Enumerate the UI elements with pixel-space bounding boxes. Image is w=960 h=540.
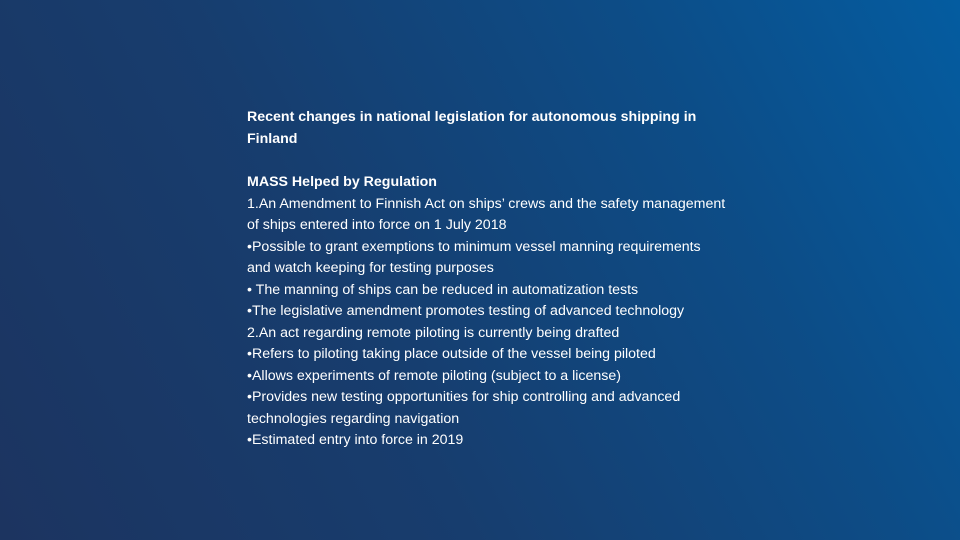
list-item: 1.An Amendment to Finnish Act on ships’ crews and the safety management of ships entered into force on 1 July 2018 <box>247 195 726 233</box>
slide-title: Recent changes in national legislation for autonomous shipping in Finland <box>247 109 697 147</box>
list-item: •Estimated entry into force in 2019 <box>247 432 464 448</box>
list-item: •Possible to grant exemptions to minimum vessel manning requirements and watch keeping for testing purposes <box>247 238 701 276</box>
list-item: •Allows experiments of remote piloting (subject to a license) <box>247 367 622 384</box>
list-item: •The legislative amendment promotes testing of advanced technology <box>247 303 685 319</box>
list-item: • The manning of ships can be reduced in automatization tests <box>247 281 639 298</box>
list-item: •Refers to piloting taking place outside of the vessel being piloted <box>247 346 656 362</box>
list-item: •Provides new testing opportunities for ship controlling and advanced technologies regarding navigation <box>247 389 681 427</box>
section-heading: MASS Helped by Regulation <box>247 174 437 190</box>
list-item: 2.An act regarding remote piloting is currently being drafted <box>247 324 620 341</box>
slide-content <box>247 107 727 452</box>
